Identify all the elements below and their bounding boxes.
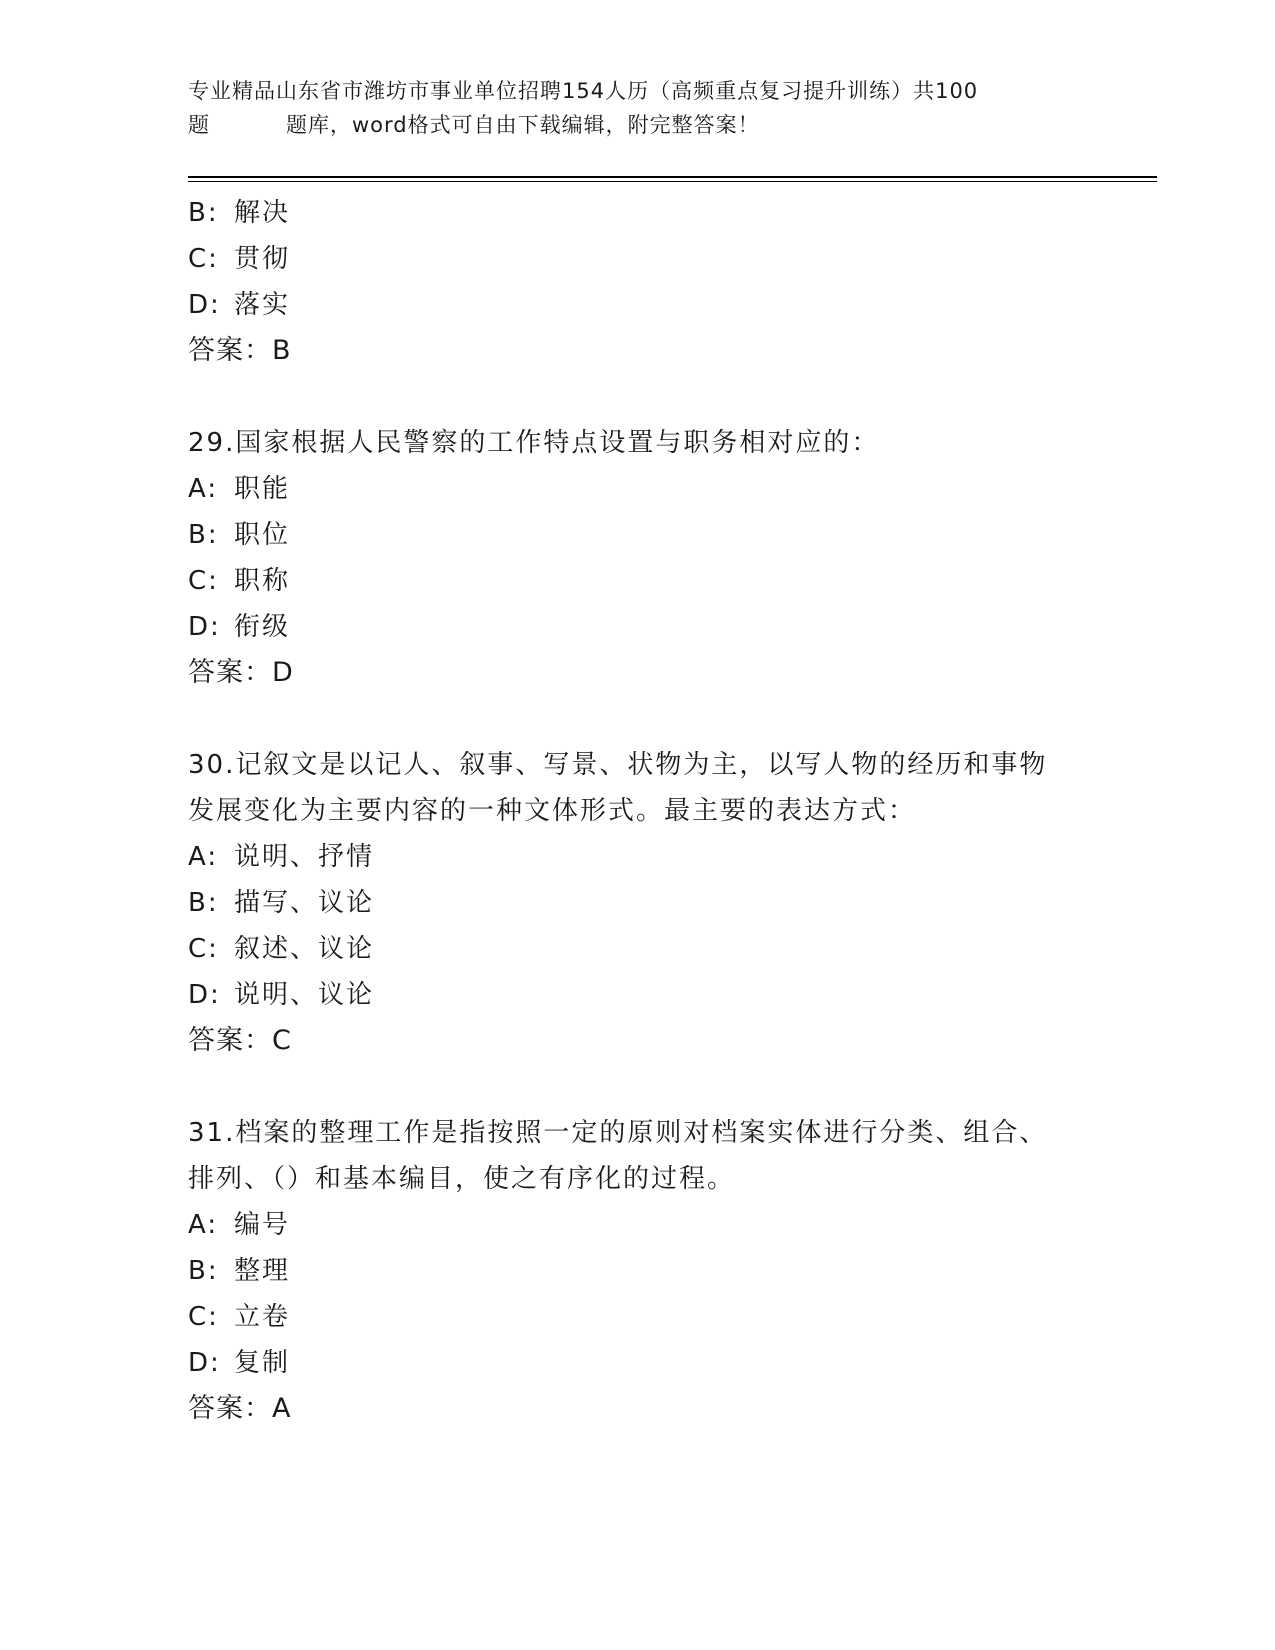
answer-line: 答案：A xyxy=(188,1393,292,1424)
option-d xyxy=(188,972,1088,1018)
option-letter: A: xyxy=(188,842,219,872)
question-31 xyxy=(188,1110,1088,1432)
header-divider-thick xyxy=(188,176,1157,178)
header-divider-thin xyxy=(188,181,1157,182)
question-stem-continued: 排列、（）和基本编目，使之有序化的过程。 xyxy=(188,1164,736,1194)
question-stem-continued: 发展变化为主要内容的一种文体形式。最主要的表达方式： xyxy=(188,796,917,826)
option-text: 贯彻 xyxy=(234,244,291,274)
option-letter: C: xyxy=(188,934,219,964)
option-d xyxy=(188,1340,1088,1386)
option-c xyxy=(188,236,1088,282)
option-text: 整理 xyxy=(234,1256,291,1286)
option-a xyxy=(188,1202,1088,1248)
option-d xyxy=(188,282,1088,328)
option-letter: D: xyxy=(188,980,221,1010)
option-letter: B: xyxy=(188,1256,219,1286)
option-letter: B: xyxy=(188,520,219,550)
option-text: 立卷 xyxy=(234,1302,291,1332)
option-text: 描写、议论 xyxy=(234,888,375,918)
answer-line: 答案：C xyxy=(188,1025,292,1056)
header-title-line2 xyxy=(188,108,1088,142)
option-a xyxy=(188,834,1088,880)
question-stem: 29.国家根据人民警察的工作特点设置与职务相对应的： xyxy=(188,428,880,458)
question-stem: 31.档案的整理工作是指按照一定的原则对档案实体进行分类、组合、 xyxy=(188,1118,1048,1148)
answer-line: 答案：B xyxy=(188,335,292,366)
header-title-line1: 专业精品山东省市潍坊市事业单位招聘154人历（高频重点复习提升训练）共100 xyxy=(188,79,979,103)
option-letter: A: xyxy=(188,1210,219,1240)
option-c xyxy=(188,926,1088,972)
page-header xyxy=(188,74,1088,142)
option-c xyxy=(188,1294,1088,1340)
option-letter: D: xyxy=(188,290,221,320)
option-text: 叙述、议论 xyxy=(234,934,375,964)
question-29 xyxy=(188,420,1088,696)
option-text: 衔级 xyxy=(234,612,291,642)
question-stem: 30.记叙文是以记人、叙事、写景、状物为主，以写人物的经历和事物 xyxy=(188,750,1048,780)
option-text: 复制 xyxy=(234,1348,291,1378)
option-text: 职位 xyxy=(234,520,291,550)
option-letter: C: xyxy=(188,566,219,596)
option-text: 落实 xyxy=(234,290,291,320)
option-text: 解决 xyxy=(234,198,291,228)
option-letter: C: xyxy=(188,244,219,274)
option-letter: C: xyxy=(188,1302,219,1332)
question-list xyxy=(188,190,1088,1432)
header-title-line2-left: 题 xyxy=(188,113,210,137)
option-b xyxy=(188,1248,1088,1294)
option-letter: D: xyxy=(188,1348,221,1378)
option-text: 职能 xyxy=(234,474,291,504)
answer-line: 答案：D xyxy=(188,657,294,688)
option-text: 编号 xyxy=(234,1210,291,1240)
option-text: 职称 xyxy=(234,566,291,596)
option-letter: B: xyxy=(188,888,219,918)
option-c xyxy=(188,558,1088,604)
question-28-continued xyxy=(188,190,1088,374)
option-b xyxy=(188,512,1088,558)
option-letter: A: xyxy=(188,474,219,504)
question-30 xyxy=(188,742,1088,1064)
option-letter: B: xyxy=(188,198,219,228)
header-title-line2-right: 题库，word格式可自由下载编辑，附完整答案！ xyxy=(286,113,760,137)
option-b xyxy=(188,190,1088,236)
option-text: 说明、抒情 xyxy=(234,842,375,872)
option-letter: D: xyxy=(188,612,221,642)
option-b xyxy=(188,880,1088,926)
option-d xyxy=(188,604,1088,650)
option-a xyxy=(188,466,1088,512)
option-text: 说明、议论 xyxy=(234,980,375,1010)
